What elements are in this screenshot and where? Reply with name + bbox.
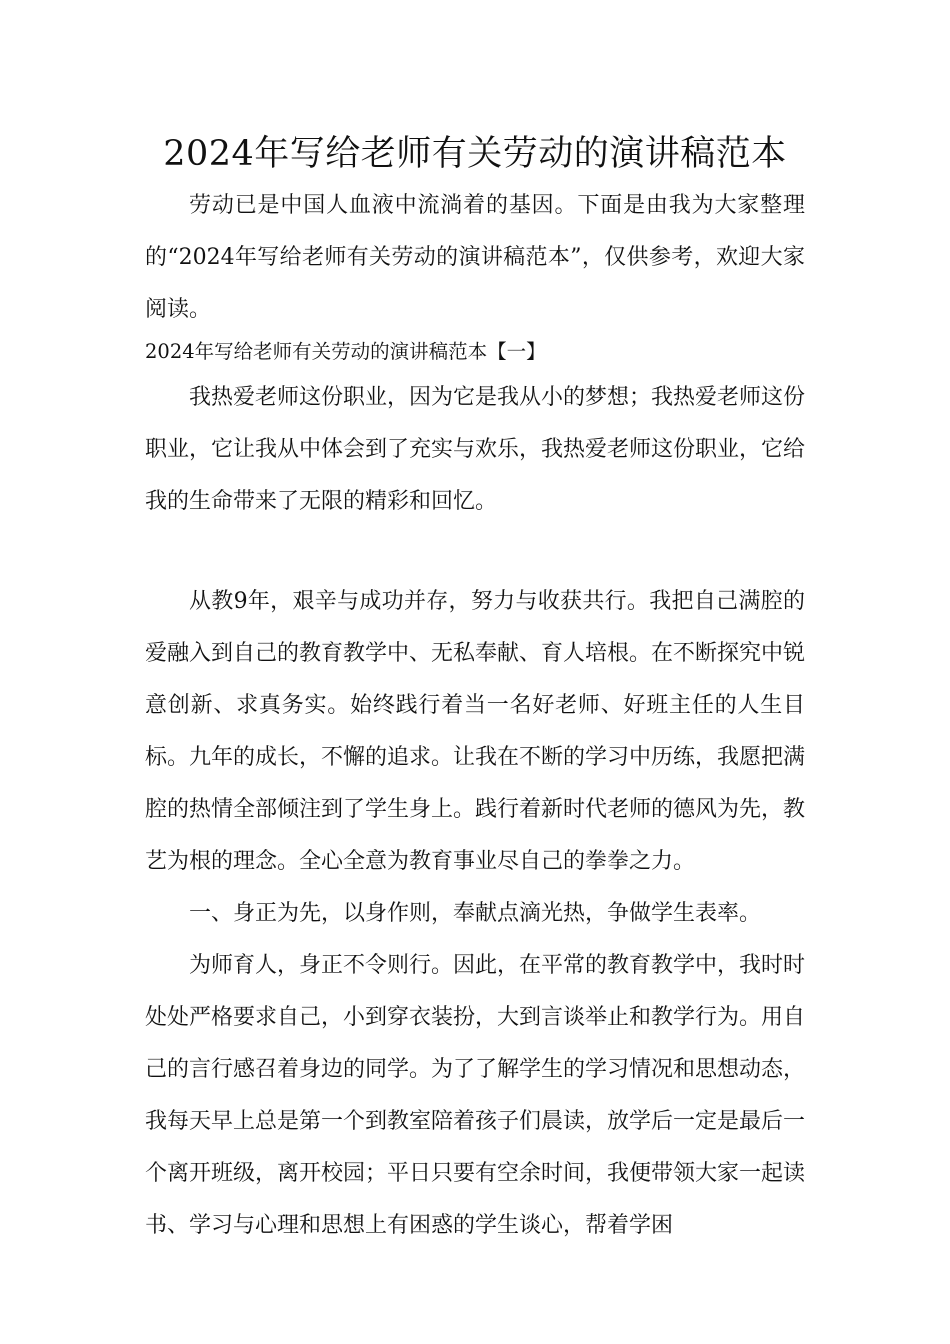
- document-title: 2024年写给老师有关劳动的演讲稿范本: [163, 134, 787, 174]
- section-heading: 2024年写给老师有关劳动的演讲稿范本【一】: [145, 340, 546, 363]
- body-paragraph-1: 我热爱老师这份职业，因为它是我从小的梦想；我热爱老师这份职业，它让我从中体会到了充实与欢乐，我热爱老师这份职业，它给我的生命带来了无限的精彩和回忆。: [145, 385, 806, 514]
- body-paragraph-4: 为师育人，身正不令则行。因此，在平常的教育教学中，我时时处处严格要求自己，小到穿衣装扮，大到言谈举止和教学行为。用自己的言行感召着身边的同学。为了了解学生的学习情况和思想动态，我每天早上总是第一个到教室陪着孩子们晨读，放学后一定是最后一个离开班级，离开校园；平日只要有空余时间，我便带领大家一起读书、学习与心理和思想上有困惑的学生谈心，帮着学困: [145, 953, 806, 1238]
- intro-paragraph: 劳动已是中国人血液中流淌着的基因。下面是由我为大家整理的“2024年写给老师有关劳动的演讲稿范本”，仅供参考，欢迎大家阅读。: [145, 193, 805, 322]
- body-paragraph-3: 一、身正为先，以身作则，奉献点滴光热，争做学生表率。: [189, 901, 762, 926]
- body-paragraph-2: 从教9年，艰辛与成功并存，努力与收获共行。我把自己满腔的爱融入到自己的教育教学中、无私奉献、育人培根。在不断探究中锐意创新、求真务实。始终践行着当一名好老师、好班主任的人生目标。九年的成长，不懈的追求。让我在不断的学习中历练，我愿把满腔的热情全部倾注到了学生身上。践行着新时代老师的德风为先，教艺为根的理念。全心全意为教育事业尽自己的拳拳之力。: [145, 589, 806, 874]
